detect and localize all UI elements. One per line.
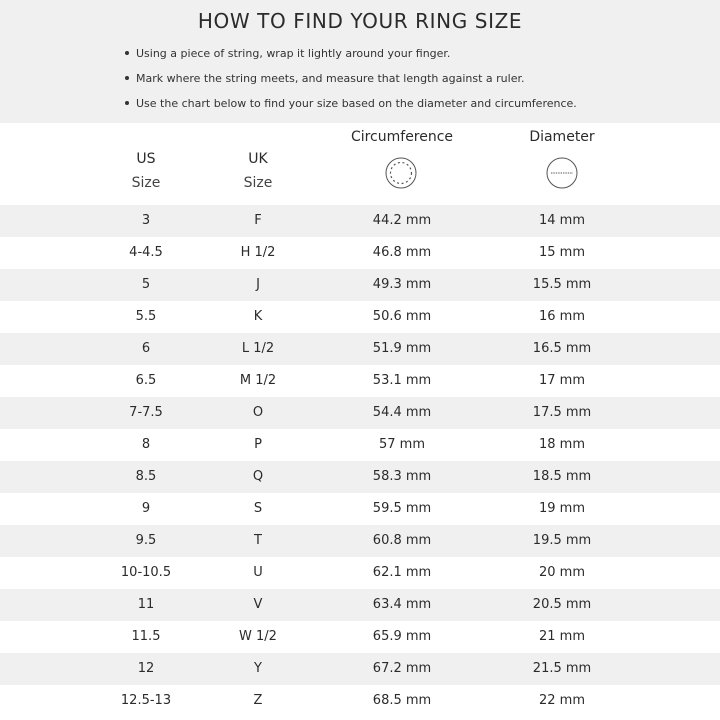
cell-us-size: 5.5 bbox=[135, 309, 157, 324]
cell-diameter: 15.5 mm bbox=[532, 277, 592, 292]
cell-circumference: 57 mm bbox=[378, 437, 425, 452]
circle-diameter-line-icon bbox=[546, 157, 578, 189]
instruction-item bbox=[125, 72, 705, 85]
cell-circumference: 59.5 mm bbox=[372, 501, 432, 516]
cell-circumference: 62.1 mm bbox=[372, 565, 432, 580]
cell-diameter: 19.5 mm bbox=[532, 533, 592, 548]
cell-diameter: 15 mm bbox=[538, 245, 585, 260]
cell-diameter: 17.5 mm bbox=[532, 405, 592, 420]
cell-circumference: 46.8 mm bbox=[372, 245, 432, 260]
cell-uk-size: S bbox=[253, 501, 263, 516]
table-row bbox=[0, 685, 720, 717]
instruction-text: Use the chart below to find your size based on the diameter and circumference. bbox=[136, 97, 577, 110]
cell-uk-size: Z bbox=[253, 693, 263, 708]
bullet-icon bbox=[125, 51, 129, 55]
table-row bbox=[0, 397, 720, 429]
cell-us-size: 12.5-13 bbox=[120, 693, 172, 708]
cell-diameter: 17 mm bbox=[538, 373, 585, 388]
cell-circumference: 50.6 mm bbox=[372, 309, 432, 324]
cell-circumference: 58.3 mm bbox=[372, 469, 432, 484]
cell-diameter: 22 mm bbox=[538, 693, 585, 708]
column-header-us-sub: Size bbox=[131, 175, 161, 191]
table-row bbox=[0, 429, 720, 461]
cell-uk-size: O bbox=[252, 405, 264, 420]
instruction-item bbox=[125, 97, 705, 110]
cell-circumference: 49.3 mm bbox=[372, 277, 432, 292]
cell-circumference: 60.8 mm bbox=[372, 533, 432, 548]
cell-uk-size: P bbox=[254, 437, 262, 452]
table-row bbox=[0, 237, 720, 269]
cell-diameter: 19 mm bbox=[538, 501, 585, 516]
cell-diameter: 21 mm bbox=[538, 629, 585, 644]
table-row bbox=[0, 653, 720, 685]
instructions-header bbox=[0, 0, 720, 123]
cell-us-size: 5 bbox=[141, 277, 151, 292]
cell-us-size: 9.5 bbox=[135, 533, 157, 548]
instruction-text: Mark where the string meets, and measure that length against a ruler. bbox=[136, 72, 525, 85]
table-row bbox=[0, 589, 720, 621]
cell-circumference: 53.1 mm bbox=[372, 373, 432, 388]
table-row bbox=[0, 333, 720, 365]
cell-uk-size: Q bbox=[252, 469, 264, 484]
cell-diameter: 20.5 mm bbox=[532, 597, 592, 612]
dashed-circle-icon bbox=[385, 157, 417, 189]
cell-circumference: 63.4 mm bbox=[372, 597, 432, 612]
instruction-text: Using a piece of string, wrap it lightly around your finger. bbox=[136, 47, 451, 60]
cell-uk-size: K bbox=[253, 309, 263, 324]
cell-us-size: 8.5 bbox=[135, 469, 157, 484]
column-header-circumference: Circumference bbox=[350, 129, 454, 145]
cell-circumference: 65.9 mm bbox=[372, 629, 432, 644]
cell-us-size: 8 bbox=[141, 437, 151, 452]
bullet-icon bbox=[125, 76, 129, 80]
column-header-us-label: US bbox=[136, 151, 156, 167]
cell-us-size: 11.5 bbox=[131, 629, 161, 644]
cell-uk-size: W 1/2 bbox=[239, 629, 277, 644]
cell-circumference: 51.9 mm bbox=[372, 341, 432, 356]
cell-us-size: 12 bbox=[137, 661, 155, 676]
table-row bbox=[0, 301, 720, 333]
cell-uk-size: T bbox=[254, 533, 262, 548]
column-header-us bbox=[96, 151, 196, 191]
cell-diameter: 16 mm bbox=[538, 309, 585, 324]
table-row bbox=[0, 269, 720, 301]
table-row bbox=[0, 557, 720, 589]
column-header-uk-label: UK bbox=[248, 151, 268, 167]
cell-us-size: 9 bbox=[141, 501, 151, 516]
size-table bbox=[0, 205, 720, 717]
cell-diameter: 18 mm bbox=[538, 437, 585, 452]
cell-uk-size: J bbox=[256, 277, 260, 292]
cell-us-size: 7-7.5 bbox=[129, 405, 163, 420]
cell-circumference: 67.2 mm bbox=[372, 661, 432, 676]
cell-uk-size: Y bbox=[254, 661, 262, 676]
cell-diameter: 16.5 mm bbox=[532, 341, 592, 356]
cell-circumference: 54.4 mm bbox=[372, 405, 432, 420]
cell-uk-size: F bbox=[254, 213, 262, 228]
cell-us-size: 3 bbox=[141, 213, 151, 228]
cell-diameter: 20 mm bbox=[538, 565, 585, 580]
bullet-icon bbox=[125, 101, 129, 105]
cell-uk-size: U bbox=[253, 565, 263, 580]
column-header-uk-sub: Size bbox=[243, 175, 273, 191]
cell-diameter: 14 mm bbox=[538, 213, 585, 228]
table-row bbox=[0, 493, 720, 525]
table-row bbox=[0, 365, 720, 397]
cell-circumference: 44.2 mm bbox=[372, 213, 432, 228]
cell-us-size: 11 bbox=[137, 597, 155, 612]
cell-us-size: 6.5 bbox=[135, 373, 157, 388]
cell-us-size: 10-10.5 bbox=[120, 565, 172, 580]
cell-uk-size: H 1/2 bbox=[240, 245, 276, 260]
column-header-uk bbox=[208, 151, 308, 191]
cell-circumference: 68.5 mm bbox=[372, 693, 432, 708]
table-row bbox=[0, 621, 720, 653]
page-title: HOW TO FIND YOUR RING SIZE bbox=[197, 9, 523, 33]
column-header-diameter: Diameter bbox=[529, 129, 595, 145]
cell-diameter: 21.5 mm bbox=[532, 661, 592, 676]
table-row bbox=[0, 205, 720, 237]
table-row bbox=[0, 525, 720, 557]
cell-us-size: 6 bbox=[141, 341, 151, 356]
cell-uk-size: V bbox=[253, 597, 263, 612]
table-row bbox=[0, 461, 720, 493]
cell-diameter: 18.5 mm bbox=[532, 469, 592, 484]
cell-uk-size: L 1/2 bbox=[241, 341, 275, 356]
instruction-item bbox=[125, 47, 705, 60]
cell-uk-size: M 1/2 bbox=[239, 373, 277, 388]
cell-us-size: 4-4.5 bbox=[129, 245, 163, 260]
